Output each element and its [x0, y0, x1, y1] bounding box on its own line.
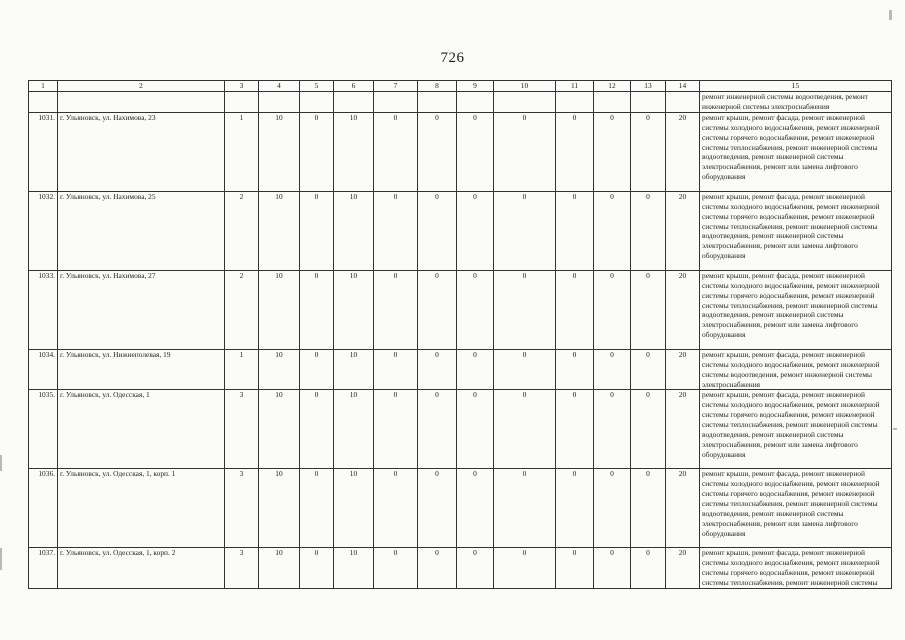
value-cell: 2	[225, 270, 259, 349]
repair-description: ремонт крыши, ремонт фасада, ремонт инженерной системы холодного водоснабжения, ремонт инженерной системы горячего водоснабжения, ремонт инженерной системы теплоснабжения, ремонт инженерной системы водоотведения, ремонт инженерной системы электроснабжения, ремонт или замена лифтового оборудования	[700, 390, 892, 469]
value-cell: 10	[259, 270, 300, 349]
scan-artifact	[0, 455, 2, 471]
column-header: 4	[259, 81, 300, 92]
value-cell: 0	[556, 390, 594, 469]
value-cell: 0	[494, 270, 556, 349]
value-cell: 0	[457, 191, 494, 270]
carry-over-row	[29, 92, 892, 113]
value-cell: 0	[418, 349, 457, 390]
table-row	[29, 548, 892, 589]
repair-description: ремонт инженерной системы водоотведения, ремонт инженерной системы электроснабжения	[700, 92, 892, 113]
value-cell: 10	[334, 112, 374, 191]
value-cell: 10	[259, 390, 300, 469]
row-number: 1031.	[29, 112, 58, 191]
value-cell: 0	[594, 112, 631, 191]
column-header: 6	[334, 81, 374, 92]
column-header: 10	[494, 81, 556, 92]
address-cell: г. Ульяновск, ул. Одесская, 1, корп. 2	[58, 548, 225, 589]
value-cell: 0	[418, 390, 457, 469]
value-cell: 10	[259, 469, 300, 548]
address-cell: г. Ульяновск, ул. Нахимова, 23	[58, 112, 225, 191]
value-cell: 20	[666, 469, 700, 548]
value-cell: 3	[225, 548, 259, 589]
value-cell: 3	[225, 469, 259, 548]
repair-description: ремонт крыши, ремонт фасада, ремонт инженерной системы холодного водоснабжения, ремонт инженерной системы водоотведения, ремонт инженерной системы электроснабжения	[700, 349, 892, 390]
repair-schedule-table	[28, 80, 892, 589]
value-cell: 10	[334, 191, 374, 270]
table-row	[29, 469, 892, 548]
value-cell: 0	[418, 191, 457, 270]
repair-description: ремонт крыши, ремонт фасада, ремонт инженерной системы холодного водоснабжения, ремонт инженерной системы горячего водоснабжения, ремонт инженерной системы теплоснабжения, ремонт инженерной системы водоотведения, ремонт инженерной системы электроснабжения, ремонт или замена лифтового оборудования	[700, 469, 892, 548]
value-cell: 20	[666, 548, 700, 589]
repair-description: ремонт крыши, ремонт фасада, ремонт инженерной системы холодного водоснабжения, ремонт инженерной системы горячего водоснабжения, ремонт инженерной системы теплоснабжения, ремонт инженерной системы водоотведения, ремонт инженерной системы электроснабжения, ремонт или замена лифтового оборудования	[700, 191, 892, 270]
address-cell: г. Ульяновск, ул. Нижнеполевая, 19	[58, 349, 225, 390]
repair-description: ремонт крыши, ремонт фасада, ремонт инженерной системы холодного водоснабжения, ремонт инженерной системы горячего водоснабжения, ремонт инженерной системы теплоснабжения, ремонт инженерной системы	[700, 548, 892, 589]
value-cell: 10	[259, 112, 300, 191]
value-cell: 10	[259, 349, 300, 390]
column-header: 8	[418, 81, 457, 92]
value-cell: 0	[631, 270, 666, 349]
value-cell: 1	[225, 349, 259, 390]
column-header: 15	[700, 81, 892, 92]
value-cell: 0	[594, 469, 631, 548]
value-cell: 10	[259, 191, 300, 270]
table-row	[29, 390, 892, 469]
table-row	[29, 112, 892, 191]
value-cell: 0	[300, 548, 334, 589]
value-cell: 0	[300, 112, 334, 191]
value-cell: 0	[418, 469, 457, 548]
row-number: 1033.	[29, 270, 58, 349]
column-header: 7	[374, 81, 418, 92]
row-number: 1035.	[29, 390, 58, 469]
table-row	[29, 270, 892, 349]
value-cell: 0	[494, 390, 556, 469]
address-cell: г. Ульяновск, ул. Нахимова, 25	[58, 191, 225, 270]
value-cell: 0	[374, 270, 418, 349]
value-cell: 0	[374, 548, 418, 589]
table-row	[29, 349, 892, 390]
value-cell: 0	[457, 390, 494, 469]
value-cell: 0	[594, 390, 631, 469]
value-cell: 0	[556, 548, 594, 589]
value-cell: 0	[631, 548, 666, 589]
value-cell: 2	[225, 191, 259, 270]
column-header: 12	[594, 81, 631, 92]
value-cell: 20	[666, 270, 700, 349]
scan-artifact	[893, 428, 897, 430]
scan-artifact	[0, 548, 2, 570]
value-cell: 0	[556, 469, 594, 548]
value-cell: 0	[374, 349, 418, 390]
value-cell: 20	[666, 191, 700, 270]
row-number: 1034.	[29, 349, 58, 390]
column-number-row	[29, 81, 892, 92]
value-cell: 1	[225, 112, 259, 191]
value-cell: 20	[666, 112, 700, 191]
value-cell: 0	[631, 469, 666, 548]
value-cell: 0	[556, 191, 594, 270]
value-cell: 0	[300, 469, 334, 548]
value-cell: 0	[556, 349, 594, 390]
value-cell: 0	[594, 349, 631, 390]
value-cell: 0	[631, 112, 666, 191]
column-header: 3	[225, 81, 259, 92]
value-cell: 0	[594, 548, 631, 589]
value-cell: 0	[374, 112, 418, 191]
value-cell: 0	[374, 390, 418, 469]
row-number: 1036.	[29, 469, 58, 548]
value-cell: 10	[334, 390, 374, 469]
value-cell: 0	[374, 469, 418, 548]
value-cell: 10	[334, 548, 374, 589]
value-cell: 0	[494, 112, 556, 191]
table-row	[29, 191, 892, 270]
value-cell: 0	[418, 270, 457, 349]
value-cell: 0	[374, 191, 418, 270]
value-cell: 0	[457, 270, 494, 349]
column-header: 14	[666, 81, 700, 92]
value-cell: 0	[300, 390, 334, 469]
value-cell: 0	[494, 548, 556, 589]
value-cell: 10	[334, 270, 374, 349]
value-cell: 0	[457, 349, 494, 390]
value-cell: 0	[494, 349, 556, 390]
value-cell: 0	[300, 349, 334, 390]
value-cell: 0	[457, 548, 494, 589]
value-cell: 0	[631, 191, 666, 270]
row-number: 1037.	[29, 548, 58, 589]
value-cell: 0	[631, 349, 666, 390]
value-cell: 0	[418, 548, 457, 589]
address-cell: г. Ульяновск, ул. Одесская, 1	[58, 390, 225, 469]
value-cell: 0	[300, 191, 334, 270]
value-cell: 0	[556, 112, 594, 191]
column-header: 1	[29, 81, 58, 92]
column-header: 5	[300, 81, 334, 92]
value-cell: 0	[594, 270, 631, 349]
value-cell: 0	[494, 191, 556, 270]
value-cell: 0	[631, 390, 666, 469]
value-cell: 10	[334, 349, 374, 390]
value-cell: 3	[225, 390, 259, 469]
value-cell: 0	[594, 191, 631, 270]
row-number: 1032.	[29, 191, 58, 270]
scan-artifact	[889, 10, 892, 20]
address-cell: г. Ульяновск, ул. Одесская, 1, корп. 1	[58, 469, 225, 548]
page-number: 726	[440, 50, 465, 66]
value-cell: 20	[666, 390, 700, 469]
column-header: 9	[457, 81, 494, 92]
value-cell: 0	[457, 469, 494, 548]
value-cell: 20	[666, 349, 700, 390]
repair-description: ремонт крыши, ремонт фасада, ремонт инженерной системы холодного водоснабжения, ремонт инженерной системы горячего водоснабжения, ремонт инженерной системы теплоснабжения, ремонт инженерной системы водоотведения, ремонт инженерной системы электроснабжения, ремонт или замена лифтового оборудования	[700, 270, 892, 349]
column-header: 11	[556, 81, 594, 92]
value-cell: 0	[300, 270, 334, 349]
column-header: 2	[58, 81, 225, 92]
value-cell: 10	[334, 469, 374, 548]
column-header: 13	[631, 81, 666, 92]
value-cell: 0	[494, 469, 556, 548]
address-cell: г. Ульяновск, ул. Нахимова, 27	[58, 270, 225, 349]
value-cell: 10	[259, 548, 300, 589]
value-cell: 0	[556, 270, 594, 349]
value-cell: 0	[418, 112, 457, 191]
value-cell: 0	[457, 112, 494, 191]
repair-description: ремонт крыши, ремонт фасада, ремонт инженерной системы холодного водоснабжения, ремонт инженерной системы горячего водоснабжения, ремонт инженерной системы теплоснабжения, ремонт инженерной системы водоотведения, ремонт инженерной системы электроснабжения, ремонт или замена лифтового оборудования	[700, 112, 892, 191]
